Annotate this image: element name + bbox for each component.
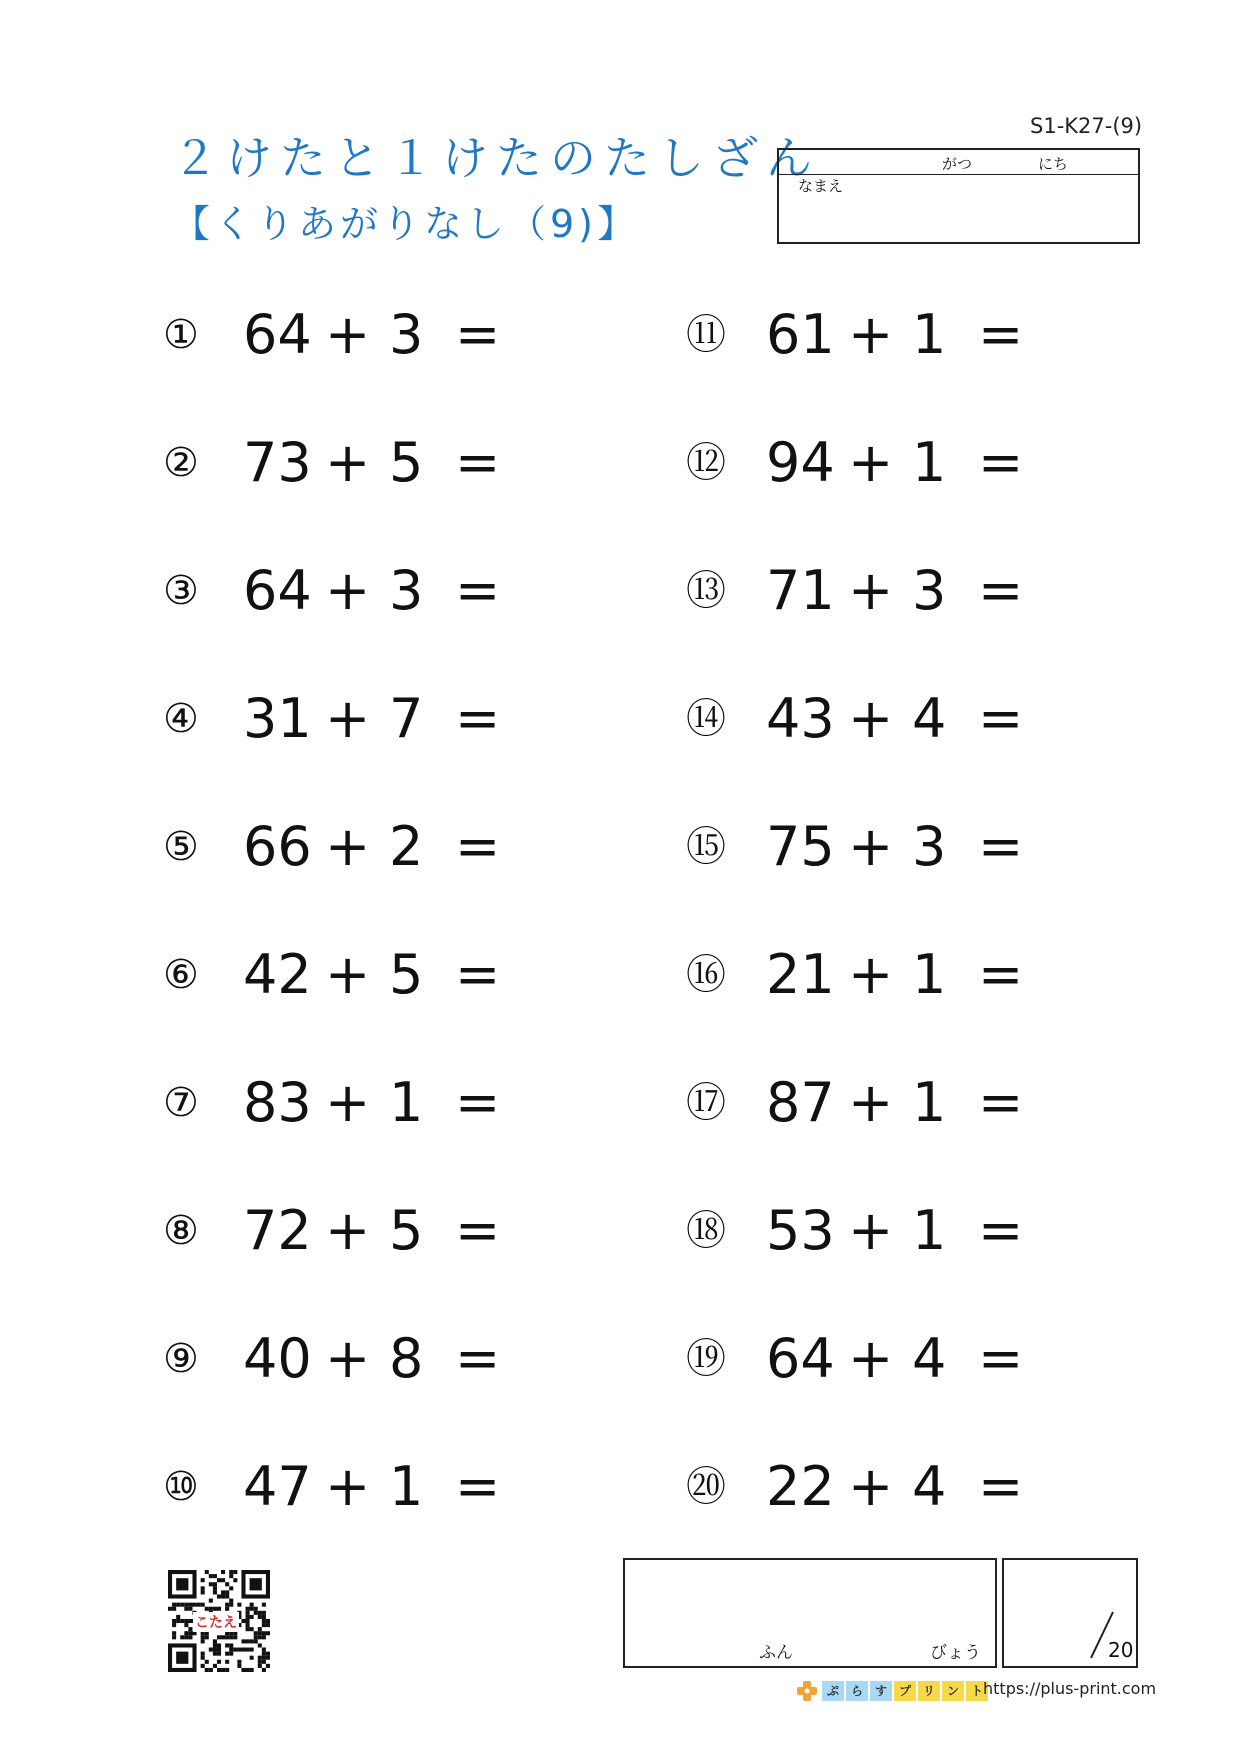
problem-number: ⑨	[163, 1336, 199, 1382]
problem-number: ④	[163, 696, 199, 742]
equals-sign: =	[978, 1199, 1024, 1262]
plus-sign: +	[848, 1327, 894, 1390]
problem-item	[163, 684, 583, 754]
score-total: 20	[1108, 1638, 1134, 1662]
problem-number: ⑭	[686, 696, 726, 742]
equals-sign: =	[455, 943, 501, 1006]
equals-sign: =	[455, 1071, 501, 1134]
first-addend: 21	[766, 943, 835, 1006]
plus-sign: +	[848, 559, 894, 622]
problem-item	[163, 1452, 583, 1522]
answer-label: こたえ	[193, 1612, 239, 1632]
problem-number: ⑤	[163, 824, 199, 870]
equals-sign: =	[978, 303, 1024, 366]
plus-sign: +	[848, 687, 894, 750]
brand-tile: リ	[918, 1681, 940, 1701]
first-addend: 64	[766, 1327, 835, 1390]
first-addend: 53	[766, 1199, 835, 1262]
equals-sign: =	[455, 1199, 501, 1262]
first-addend: 64	[243, 559, 312, 622]
problem-number: ⑲	[686, 1336, 726, 1382]
problem-number: ⑳	[686, 1464, 726, 1510]
plus-sign: +	[325, 815, 371, 878]
time-box[interactable]	[623, 1558, 997, 1668]
minutes-label: ふん	[759, 1643, 793, 1663]
problem-number: ①	[163, 312, 199, 358]
problem-item	[686, 940, 1106, 1010]
problem-number: ⑱	[686, 1208, 726, 1254]
brand-tile: ら	[846, 1681, 868, 1701]
problem-item	[163, 940, 583, 1010]
second-addend: 3	[912, 815, 947, 878]
site-url[interactable]: https://plus-print.com	[983, 1679, 1157, 1698]
score-box[interactable]	[1002, 1558, 1138, 1668]
problem-item	[163, 1196, 583, 1266]
first-addend: 31	[243, 687, 312, 750]
plus-sign: +	[848, 303, 894, 366]
plus-sign: +	[848, 943, 894, 1006]
equals-sign: =	[978, 431, 1024, 494]
problem-item	[686, 1324, 1106, 1394]
plus-sign: +	[848, 1071, 894, 1134]
seconds-label: びょう	[930, 1643, 981, 1663]
second-addend: 7	[389, 687, 424, 750]
second-addend: 5	[389, 943, 424, 1006]
first-addend: 61	[766, 303, 835, 366]
problem-number: ⑦	[163, 1080, 199, 1126]
plus-sign: +	[325, 1327, 371, 1390]
equals-sign: =	[978, 1071, 1024, 1134]
problem-number: ⑫	[686, 440, 726, 486]
second-addend: 3	[389, 559, 424, 622]
second-addend: 1	[389, 1455, 424, 1518]
plus-sign: +	[848, 431, 894, 494]
problem-number: ⑰	[686, 1080, 726, 1126]
second-addend: 4	[912, 1327, 947, 1390]
brand-tile: す	[870, 1681, 892, 1701]
first-addend: 22	[766, 1455, 835, 1518]
day-label: にち	[1038, 155, 1069, 173]
equals-sign: =	[455, 1327, 501, 1390]
problem-item	[686, 684, 1106, 754]
first-addend: 73	[243, 431, 312, 494]
problem-number: ⑯	[686, 952, 726, 998]
problem-item	[686, 300, 1106, 370]
problem-item	[686, 428, 1106, 498]
problem-item	[163, 1068, 583, 1138]
plus-sign: +	[325, 303, 371, 366]
problem-number: ⑮	[686, 824, 726, 870]
equals-sign: =	[455, 687, 501, 750]
name-label: なまえ	[798, 177, 844, 195]
first-addend: 66	[243, 815, 312, 878]
first-addend: 83	[243, 1071, 312, 1134]
equals-sign: =	[978, 559, 1024, 622]
second-addend: 3	[912, 559, 947, 622]
second-addend: 1	[912, 303, 947, 366]
second-addend: 5	[389, 1199, 424, 1262]
second-addend: 1	[389, 1071, 424, 1134]
first-addend: 43	[766, 687, 835, 750]
problem-number: ③	[163, 568, 199, 614]
problem-number: ⑪	[686, 312, 726, 358]
second-addend: 4	[912, 1455, 947, 1518]
equals-sign: =	[978, 1455, 1024, 1518]
problem-number: ⑥	[163, 952, 199, 998]
problem-item	[163, 428, 583, 498]
worksheet-code: S1-K27-(9)	[1030, 114, 1143, 138]
first-addend: 75	[766, 815, 835, 878]
second-addend: 5	[389, 431, 424, 494]
plus-sign: +	[325, 431, 371, 494]
problem-item	[163, 812, 583, 882]
problem-item	[686, 556, 1106, 626]
second-addend: 1	[912, 431, 947, 494]
brand-tile: ぷ	[822, 1681, 844, 1701]
plus-sign: +	[325, 1455, 371, 1518]
second-addend: 1	[912, 943, 947, 1006]
problem-item	[686, 1452, 1106, 1522]
first-addend: 47	[243, 1455, 312, 1518]
equals-sign: =	[455, 815, 501, 878]
problem-item	[686, 1196, 1106, 1266]
second-addend: 1	[912, 1199, 947, 1262]
plus-sign: +	[325, 1199, 371, 1262]
problem-item	[686, 1068, 1106, 1138]
problem-number: ⑬	[686, 568, 726, 614]
plus-sign: +	[848, 1199, 894, 1262]
problem-item	[686, 812, 1106, 882]
plus-sign: +	[325, 943, 371, 1006]
second-addend: 8	[389, 1327, 424, 1390]
name-date-box[interactable]	[777, 148, 1140, 244]
problem-number: ⑩	[163, 1464, 199, 1510]
equals-sign: =	[455, 559, 501, 622]
first-addend: 87	[766, 1071, 835, 1134]
equals-sign: =	[978, 815, 1024, 878]
plus-sign: +	[848, 1455, 894, 1518]
brand-tile: プ	[894, 1681, 916, 1701]
date-row	[779, 150, 1138, 175]
brand-tile: ン	[942, 1681, 964, 1701]
first-addend: 72	[243, 1199, 312, 1262]
equals-sign: =	[978, 1327, 1024, 1390]
plus-sign: +	[325, 559, 371, 622]
first-addend: 64	[243, 303, 312, 366]
worksheet-title: ２けたと１けたのたしざん	[172, 131, 820, 185]
equals-sign: =	[455, 431, 501, 494]
first-addend: 40	[243, 1327, 312, 1390]
first-addend: 94	[766, 431, 835, 494]
equals-sign: =	[978, 687, 1024, 750]
first-addend: 42	[243, 943, 312, 1006]
problem-item	[163, 556, 583, 626]
problem-item	[163, 1324, 583, 1394]
plus-sign: +	[325, 1071, 371, 1134]
month-label: がつ	[942, 155, 973, 173]
second-addend: 1	[912, 1071, 947, 1134]
equals-sign: =	[455, 1455, 501, 1518]
problem-number: ②	[163, 440, 199, 486]
problem-item	[163, 300, 583, 370]
second-addend: 3	[389, 303, 424, 366]
plus-sign: +	[325, 687, 371, 750]
equals-sign: =	[455, 303, 501, 366]
second-addend: 4	[912, 687, 947, 750]
worksheet-subtitle: 【くりあがりなし（9)】	[172, 202, 640, 246]
problem-number: ⑧	[163, 1208, 199, 1254]
brand-tile: ト	[966, 1681, 988, 1701]
equals-sign: =	[978, 943, 1024, 1006]
first-addend: 71	[766, 559, 835, 622]
plus-logo-icon	[796, 1680, 818, 1702]
second-addend: 2	[389, 815, 424, 878]
plus-sign: +	[848, 815, 894, 878]
